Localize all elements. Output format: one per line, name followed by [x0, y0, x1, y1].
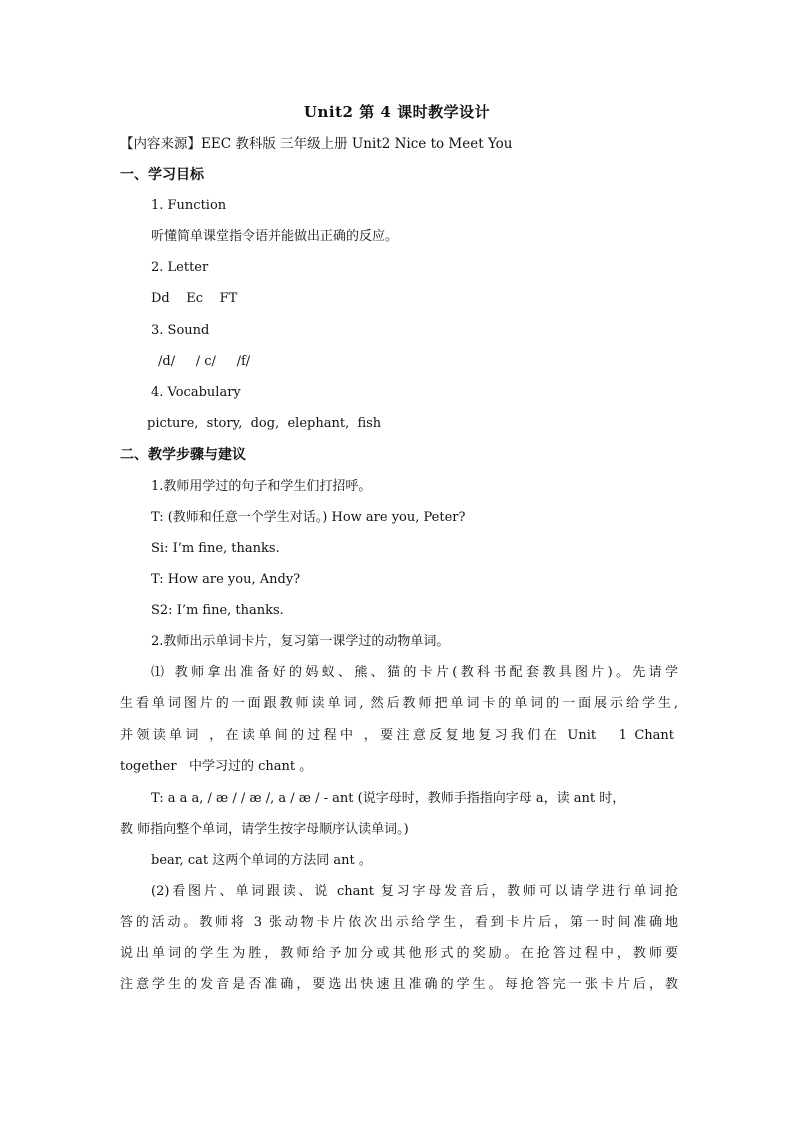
- step-line: 教 师指向整个单词，请学生按字母顺序认读单词。): [120, 822, 409, 837]
- objective-function-label: 1. Function: [151, 198, 227, 213]
- step-line: (2)看图片、单词跟读、说 chant 复习字母发音后，教师可以请学进行单词抢: [151, 884, 678, 899]
- step-line: 答的活动。教师将 3 张动物卡片依次出示给学生，看到卡片后，第一时间准确地: [120, 915, 678, 930]
- step-line: 2.教师出示单词卡片，复习第一课学过的动物单词。: [151, 634, 450, 649]
- content-source: 【内容来源】EEC 教科版 三年级上册 Unit2 Nice to Meet You: [120, 136, 513, 152]
- step-line: T: a a a, / æ / / æ /, a / æ / - ant (说字母时，教师手指指向字母 a，读 ant 时，: [151, 791, 626, 806]
- step-line: S2: I’m fine, thanks.: [151, 603, 284, 618]
- section-heading-objectives: 一、学习目标: [120, 167, 204, 183]
- objective-function-text: 听懂简单课堂指令语并能做出正确的反应。: [151, 229, 399, 244]
- step-line: 注意学生的发音是否准确，要选出快速且准确的学生。每抢答完一张卡片后，教: [120, 977, 678, 992]
- step-line: bear, cat 这两个单词的方法同 ant 。: [151, 853, 372, 868]
- step-line: ⑴ 教师拿出准备好的妈蚁、熊、猫的卡片(教科书配套教具图片)。先请学: [151, 665, 678, 680]
- step-line: 并领读单词 ，在读单间的过程中 ，要注意反复地复习我们在 Unit 1 Chant: [120, 728, 674, 743]
- objective-letter-text: Dd Ec FT: [151, 291, 238, 306]
- objective-vocabulary-label: 4. Vocabulary: [151, 385, 241, 400]
- step-line: T: How are you, Andy?: [151, 572, 301, 587]
- step-line: together 中学习过的 chant 。: [120, 759, 313, 774]
- step-line: 1.教师用学过的句子和学生们打招呼。: [151, 479, 372, 494]
- objective-sound-label: 3. Sound: [151, 323, 210, 338]
- section-heading-steps: 二、教学步骤与建议: [120, 447, 246, 463]
- step-line: 说出单词的学生为胜，教师给予加分或其他形式的奖励。在抢答过程中，教师要: [120, 946, 678, 961]
- step-line: Si: I’m fine, thanks.: [151, 541, 280, 556]
- objective-vocabulary-text: picture, story, dog, elephant, fish: [147, 416, 382, 431]
- objective-sound-text: /d/ / c/ /f/: [158, 354, 251, 369]
- page-title: Unit2 第 4 课时教学设计: [303, 103, 491, 121]
- step-line: T: (教师和任意一个学生对话。) How are you, Peter?: [151, 510, 466, 525]
- step-line: 生看单词图片的一面跟教师读单词, 然后教师把单词卡的单词的一面展示给学生,: [120, 696, 678, 711]
- objective-letter-label: 2. Letter: [151, 260, 209, 275]
